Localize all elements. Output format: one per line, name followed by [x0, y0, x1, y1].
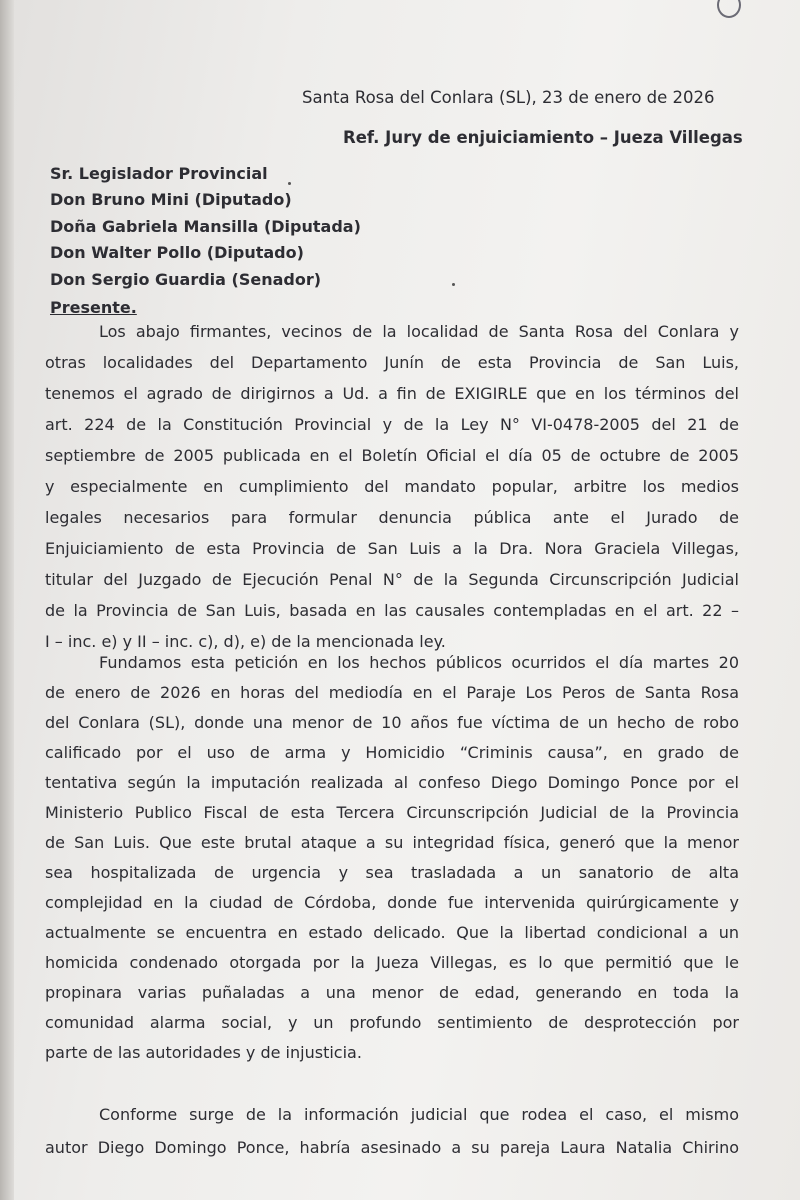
- addressee-line: Don Bruno Mini (Diputado): [50, 190, 292, 209]
- text-line: actualmente se encuentra en estado delicado. Que la libertad condicional a un: [45, 923, 739, 942]
- page-edge-shadow: [0, 0, 14, 1200]
- text-line: Ministerio Publico Fiscal de esta Tercera Circunscripción Judicial de la Provincia: [45, 803, 739, 822]
- text-line: de enero de 2026 en horas del mediodía en el Paraje Los Peros de Santa Rosa: [45, 683, 739, 702]
- pen-mark: [717, 0, 741, 18]
- place-date: Santa Rosa del Conlara (SL), 23 de enero de 2026: [302, 88, 715, 107]
- paper-speck: [288, 182, 291, 185]
- salutation: Presente.: [50, 298, 137, 317]
- text-line: homicida condenado otorgada por la Jueza Villegas, es lo que permitió que le: [45, 953, 739, 972]
- text-line: de San Luis. Que este brutal ataque a su integridad física, generó que la menor: [45, 833, 739, 852]
- text-line: del Conlara (SL), donde una menor de 10 años fue víctima de un hecho de robo: [45, 713, 739, 732]
- text-line: tenemos el agrado de dirigirnos a Ud. a fin de EXIGIRLE que en los términos del: [45, 384, 739, 403]
- text-line: comunidad alarma social, y un profundo sentimiento de desprotección por: [45, 1013, 739, 1032]
- paragraph-facts: [45, 648, 739, 1068]
- text-line: art. 224 de la Constitución Provincial y de la Ley N° VI-0478-2005 del 21 de: [45, 415, 739, 434]
- text-line: tentativa según la imputación realizada al confeso Diego Domingo Ponce por el: [45, 773, 739, 792]
- text-line: propinara varias puñaladas a una menor de edad, generando en toda la: [45, 983, 739, 1002]
- text-line: de la Provincia de San Luis, basada en las causales contempladas en el art. 22 –: [45, 601, 739, 620]
- text-line: autor Diego Domingo Ponce, habría asesinado a su pareja Laura Natalia Chirino: [45, 1138, 739, 1157]
- text-line: y especialmente en cumplimiento del mandato popular, arbitre los medios: [45, 477, 739, 496]
- text-line: sea hospitalizada de urgencia y sea trasladada a un sanatorio de alta: [45, 863, 739, 882]
- text-line: legales necesarios para formular denuncia pública ante el Jurado de: [45, 508, 739, 527]
- text-line: otras localidades del Departamento Junín de esta Provincia de San Luis,: [45, 353, 739, 372]
- paragraph-background: [45, 1098, 739, 1164]
- addressee-line: Don Sergio Guardia (Senador): [50, 270, 322, 289]
- text-line: Los abajo firmantes, vecinos de la localidad de Santa Rosa del Conlara y: [99, 322, 739, 341]
- paper-speck: [452, 283, 455, 286]
- reference-line: Ref. Jury de enjuiciamiento – Jueza Villegas: [343, 128, 743, 147]
- paragraph-petition: [45, 316, 739, 657]
- text-line: complejidad en la ciudad de Córdoba, donde fue intervenida quirúrgicamente y: [45, 893, 739, 912]
- text-line: titular del Juzgado de Ejecución Penal N° de la Segunda Circunscripción Judicial: [45, 570, 739, 589]
- addressee-line: Doña Gabriela Mansilla (Diputada): [50, 217, 361, 236]
- text-line: septiembre de 2005 publicada en el Boletín Oficial el día 05 de octubre de 2005: [45, 446, 739, 465]
- addressee-line: Don Walter Pollo (Diputado): [50, 243, 304, 262]
- text-line: parte de las autoridades y de injusticia.: [45, 1043, 362, 1062]
- text-line: Enjuiciamiento de esta Provincia de San Luis a la Dra. Nora Graciela Villegas,: [45, 539, 739, 558]
- text-line: calificado por el uso de arma y Homicidio “Criminis causa”, en grado de: [45, 743, 739, 762]
- addressee-line: Sr. Legislador Provincial: [50, 164, 268, 183]
- text-line: I – inc. e) y II – inc. c), d), e) de la mencionada ley.: [45, 632, 446, 651]
- text-line: Conforme surge de la información judicial que rodea el caso, el mismo: [99, 1105, 739, 1124]
- text-line: Fundamos esta petición en los hechos públicos ocurridos el día martes 20: [99, 653, 739, 672]
